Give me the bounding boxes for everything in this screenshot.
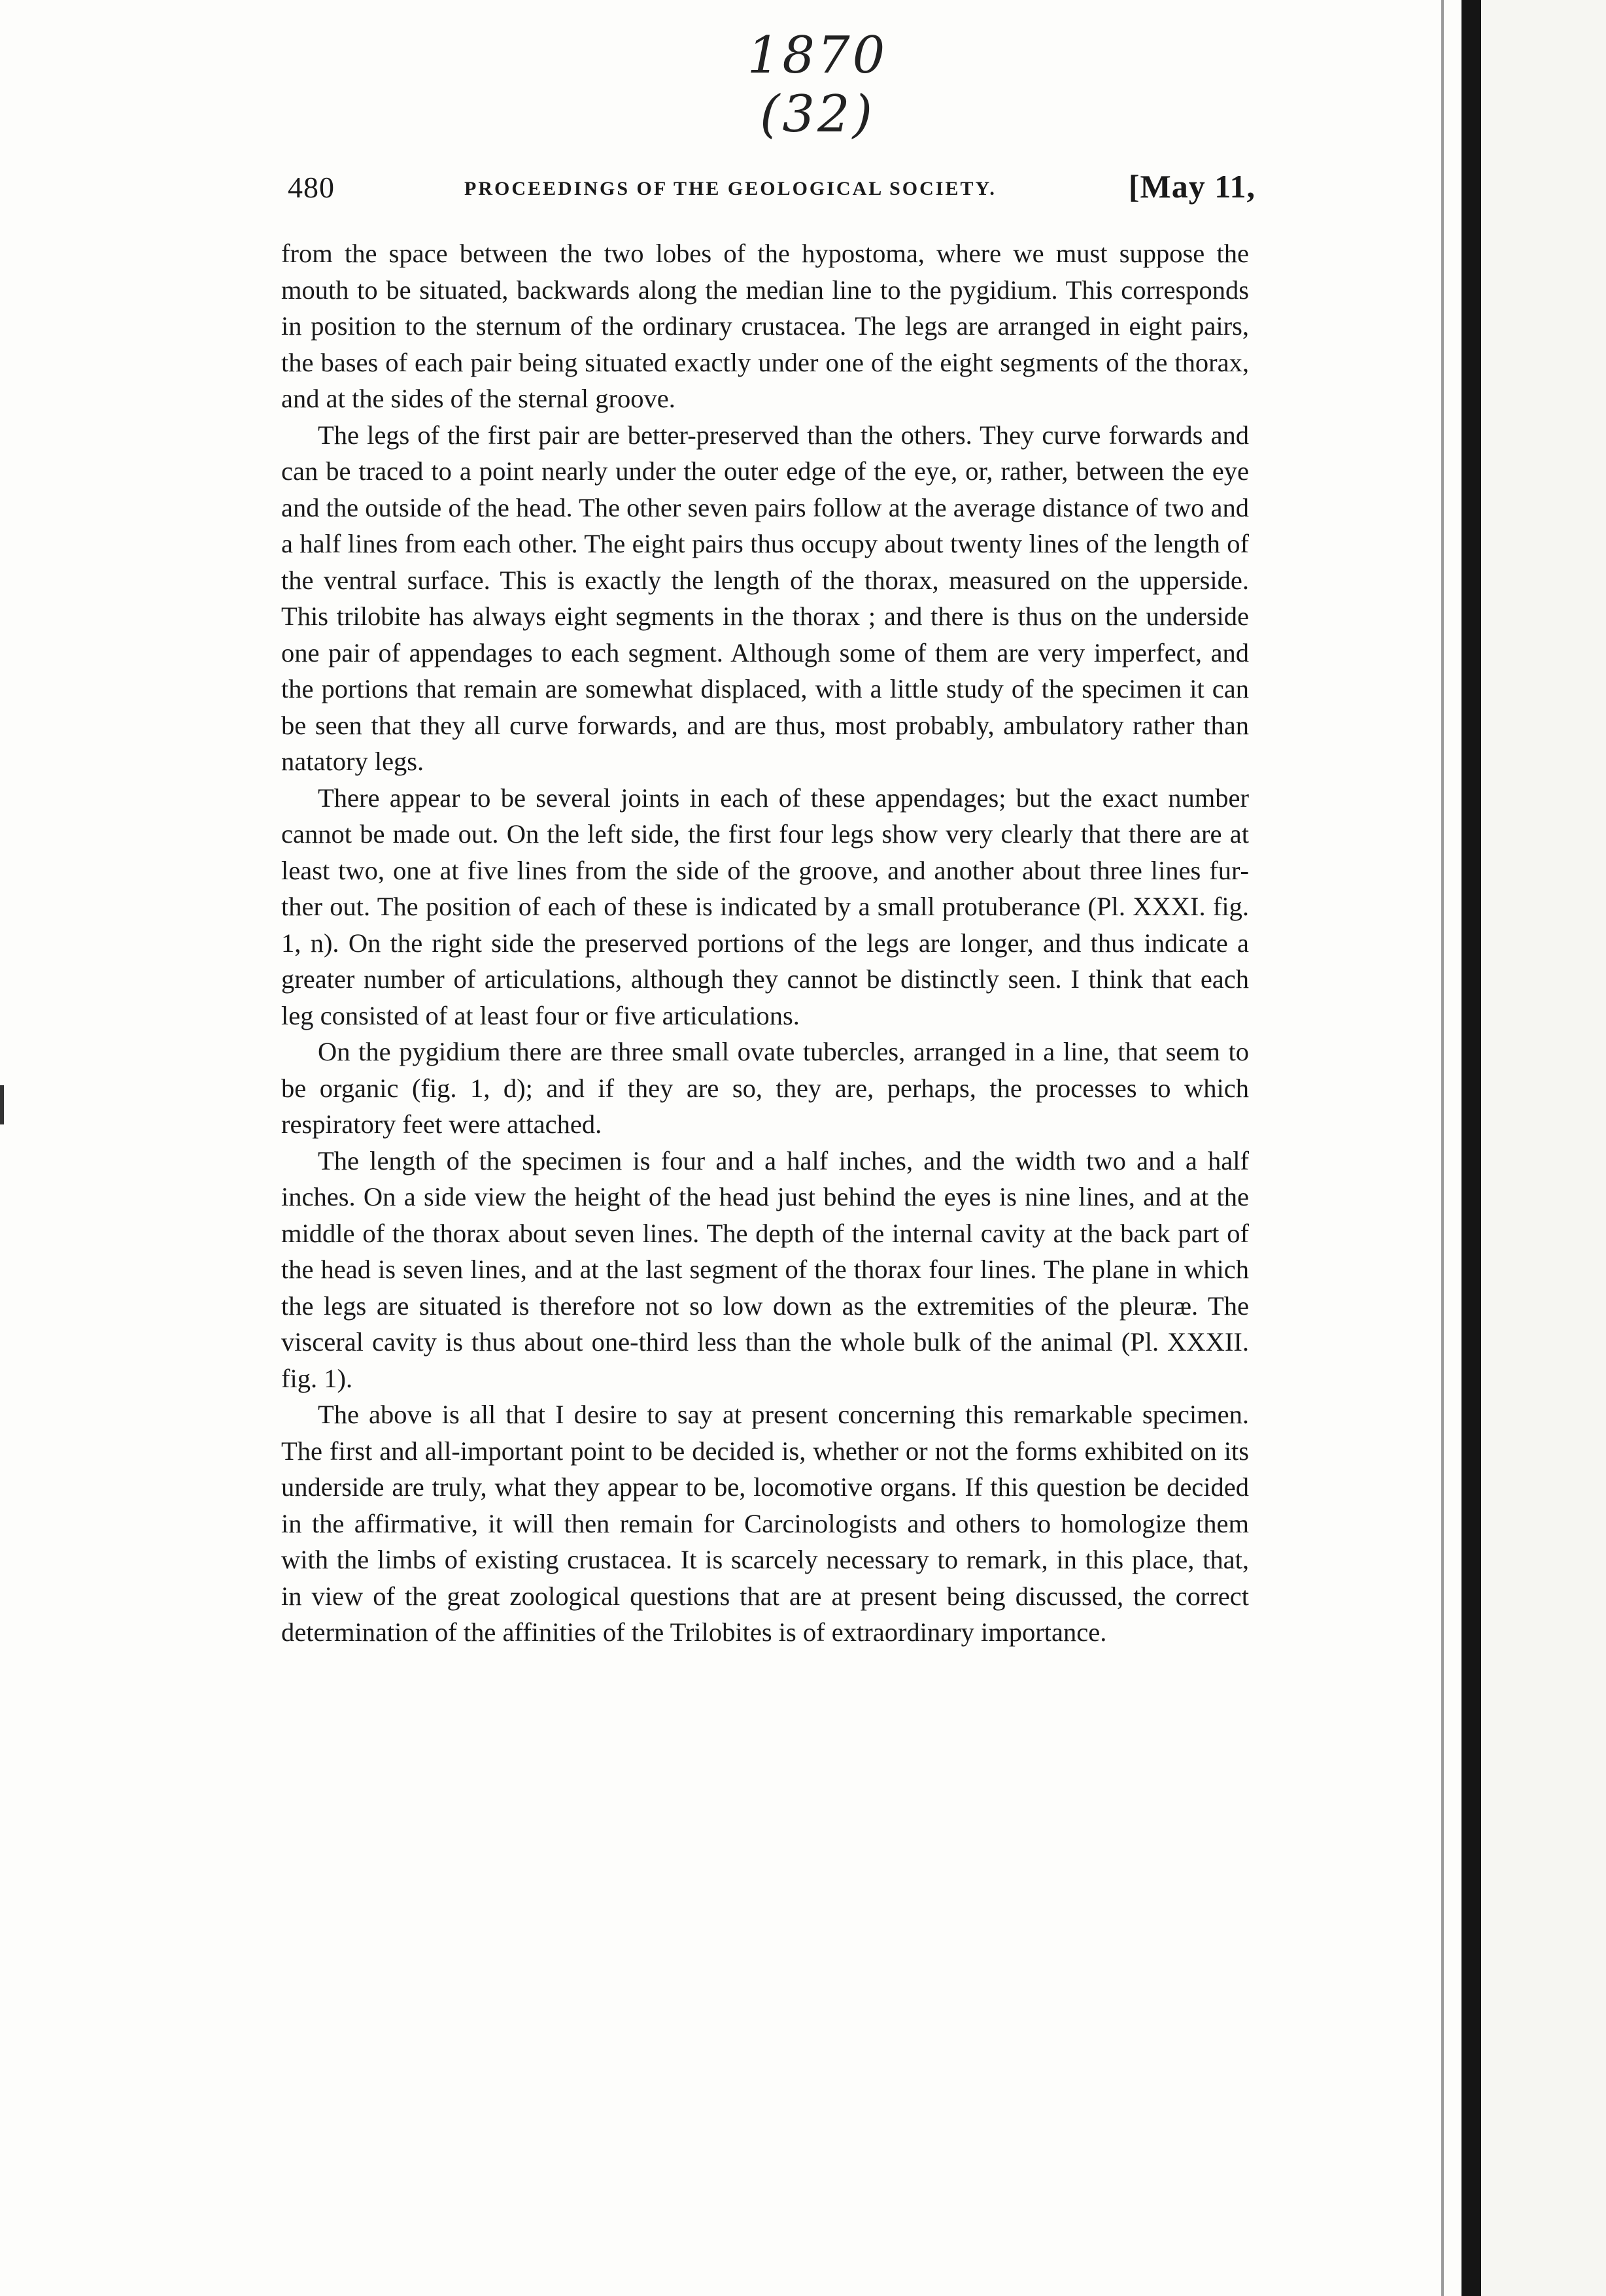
paragraph-continued: from the space between the two lobes of the hypostoma, where we must suppose the mouth to be situated, backwards along the median line to the pygidium. This corresponds in position to the sternum of the ordinary crustacea. The legs are arranged in eight pairs, the bases of each pair being situated exactly under one of the eight segments of the thorax, and at the sides of the sternal groove.: [281, 239, 1249, 413]
paragraph-pygidium: On the pygidium there are three small ovate tubercles, arranged in a line, that seem to be organic (fig. 1, d); and if they are so, they are, perhaps, the processes to which respiratory feet were attached.: [281, 1037, 1249, 1139]
paragraph-dimensions: The length of the specimen is four and a half inches, and the width two and a half inches. On a side view the height of the head just behind the eyes is nine lines, and at the middle of the thorax about seven lines. The depth of the internal cavity at the back part of the head is seven lines, and at the last segment of the thorax four lines. The plane in which the legs are situated is therefore not so low down as the extremities of the pleuræ. The visceral cavity is thus about one-third less than the whole bulk of the animal (Pl. XXXII. fig. 1).: [281, 1145, 1249, 1393]
journal-title: PROCEEDINGS OF THE GEOLOGICAL SOCIETY.: [464, 178, 997, 199]
page-edge-line: [1441, 0, 1444, 2296]
article-body: [281, 235, 1249, 1651]
handwritten-number: (32): [759, 85, 876, 144]
scan-speck: [0, 1085, 4, 1124]
paragraph-legs: The legs of the first pair are better-preserved than the others. They curve forwards and can be traced to a point nearly under the outer edge of the eye, or, rather, between the eye and the outside of the head. The other seven pairs follow at the average distance of two and a half lines from each other. The eight pairs thus occupy about twenty lines of the length of the ventral surface. This is exactly the length of the thorax, measured on the upperside. This trilobite has always eight segments in the thorax ; and there is thus on the underside one pair of appendages to each segment. Although some of them are very imperfect, and the portions that remain are somewhat displaced, with a little study of the specimen it can be seen that they all curve forwards, and are thus, most probably, ambulatory rather than natatory legs.: [281, 420, 1249, 776]
page-number: 480: [288, 171, 335, 204]
running-head: [288, 163, 1256, 216]
facing-page-edge: [1481, 0, 1606, 2296]
handwritten-year: 1870: [747, 26, 888, 85]
paragraph-joints: There appear to be several joints in each of these appendages; but the exact number cannot be made out. On the left side, the first four legs show very clearly that there are at least two, one at five lines from the side of the groove, and another about three lines further out. The position of each of these is indicated by a small protuberance (Pl. XXXI. fig. 1, n). On the right side the preserved portions of the legs are longer, and thus indicate a greater number of articulations, although they cannot be distinctly seen. I think that each leg consisted of at least four or five articulations.: [281, 783, 1249, 1030]
header-date: [May 11,: [1128, 168, 1256, 205]
binding-gutter: [1461, 0, 1481, 2296]
paragraph-conclusion: The above is all that I desire to say at present concerning this remarkable specimen. The first and all-important point to be decided is, whether or not the forms exhibited on its underside are truly, what they appear to be, locomotive organs. If this question be decided in the affirmative, it will then remain for Carcinologists and others to homologize them with the limbs of existing crustacea. It is scarcely necessary to remark, in this place, that, in view of the great zoological questions that are at present being discussed, the correct determination of the affinities of the Trilobites is of extraordinary importance.: [281, 1400, 1249, 1647]
